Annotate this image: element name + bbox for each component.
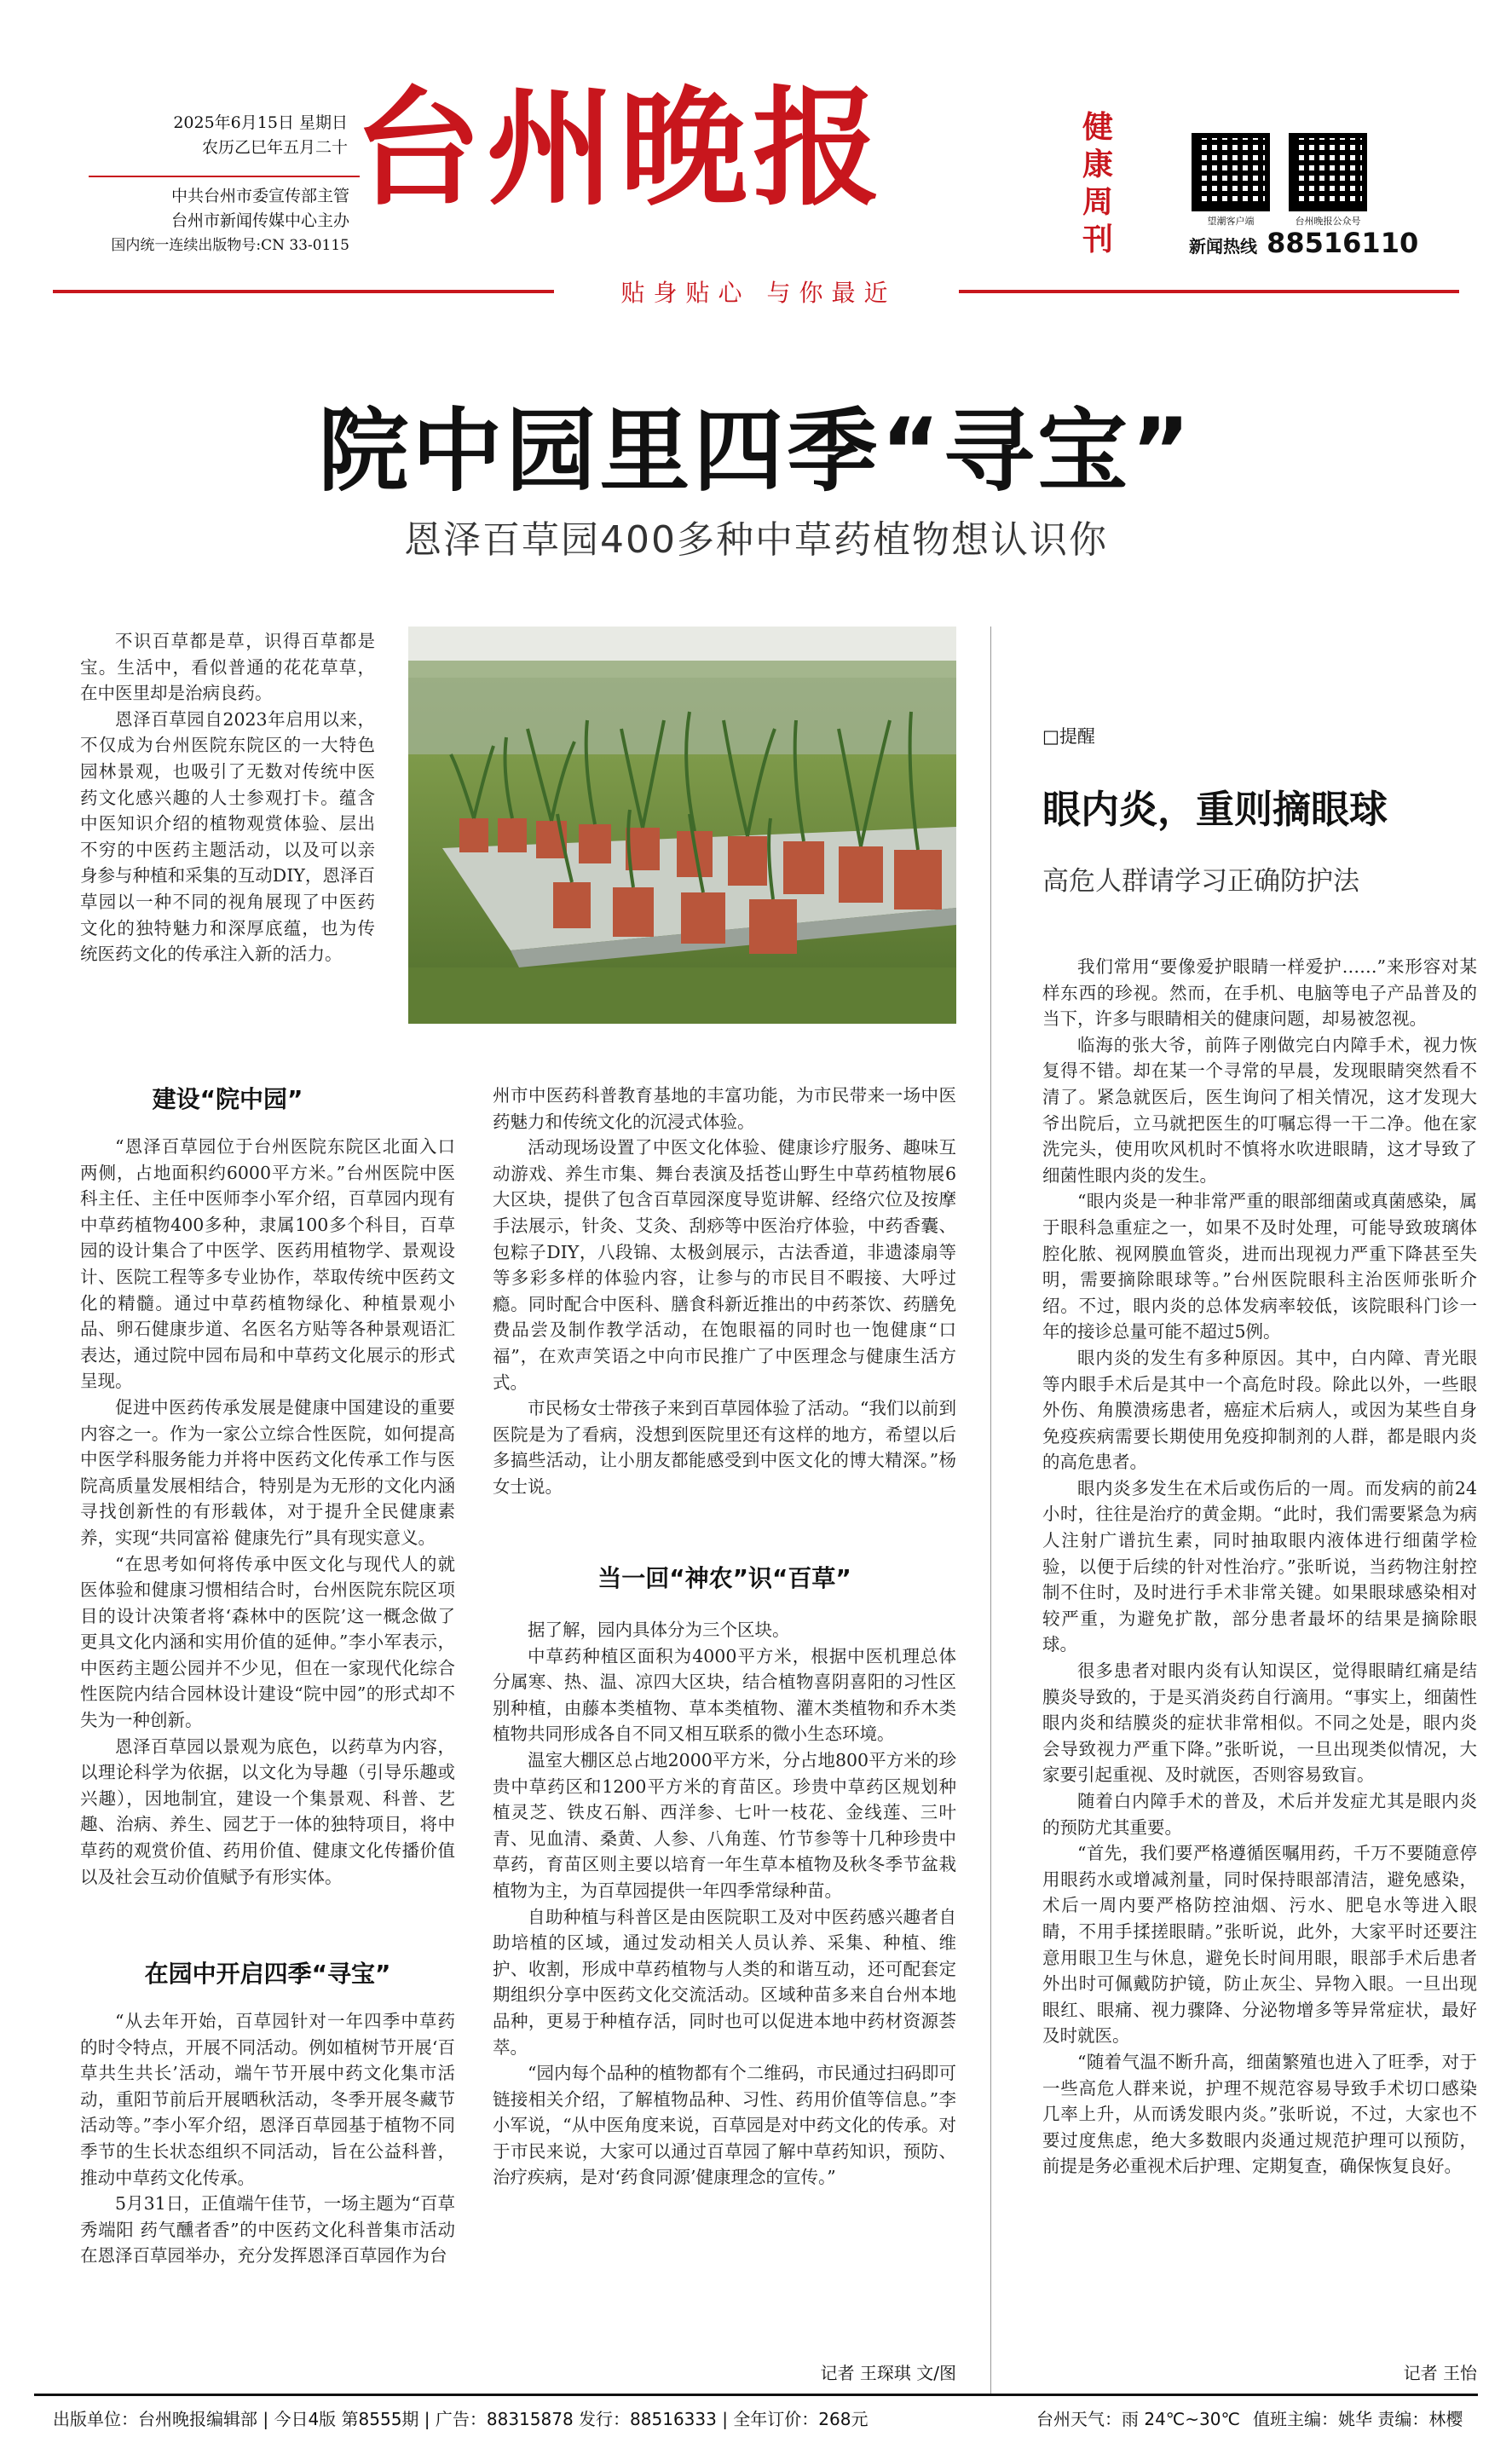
hotline-number: 88516110 (1267, 227, 1419, 259)
section-3-text (493, 1617, 956, 2191)
middle-paragraph: 活动现场设置了中医文化体验、健康诊疗服务、趣味互动游戏、养生市集、舞台表演及括苍山野生中草药植物展6大区块，提供了包含百草园深度导览讲解、经络穴位及按摩手法展示，针灸、艾灸、刮痧等中医治疗体验，中药香囊、包粽子DIY，八段锦、太极剑展示，古法香道，非遗漆扇等等多彩多样的体验内容，让参与的市民目不暇接、大呼过瘾。同时配合中医科、膳食科新近推出的中药茶饮、药膳免费品尝及制作教学活动，在饱眼福的同时也一饱健康“口福”，在欢声笑语之中向市民推广了中医理念与健康生活方式。 (493, 1137, 956, 1393)
section-3-paragraph: 中草药种植区面积为4000平方米，根据中医机理总体分属寒、热、温、凉四大区块，结合植物喜阴喜阳的习性区别种植，由藤本类植物、草本类植物、灌木类植物和乔木类植物共同形成各自不同又相互联系的微小生态环境。 (493, 1645, 956, 1745)
intro-text (80, 628, 375, 967)
section-title-1: 建设“院中园” (152, 1085, 303, 1113)
qr-code-app-icon (1192, 133, 1270, 211)
section-1-text (80, 1134, 455, 1890)
section-3-paragraph: 据了解，园内具体分为三个区块。 (528, 1620, 790, 1640)
intro-paragraph: 恩泽百草园自2023年启用以来，不仅成为台州医院东院区的一大特色园林景观，也吸引了无数对传统中医药文化感兴趣的人士参观打卡。蕴含中医知识介绍的植物观赏体验、层出不穷的中医药主题活动，以及可以亲身参与种植和采集的互动DIY，恩泽百草园以一种不同的视角展现了中医药文化的独特魅力和深厚底蕴，也为传统医药文化的传承注入新的活力。 (80, 708, 375, 965)
qr2-caption: 台州晚报公众号 (1295, 216, 1361, 227)
side-paragraph: 我们常用“要像爱护眼睛一样爱护……”来形容对某样东西的珍视。然而，在手机、电脑等电子产品普及的当下，许多与眼睛相关的健康问题，却易被忽视。 (1042, 956, 1477, 1030)
sponsor-1: 中共台州市委宣传部主管 (170, 187, 349, 205)
masthead-sponsors (94, 184, 349, 258)
section-2-paragraph: 5月31日，正值端午佳节，一场主题为“百草秀端阳 药气醺者香”的中医药文化科普集市活动在恩泽百草园举办，充分发挥恩泽百草园作为台 (80, 2193, 455, 2267)
slogan: 贴身贴心 与你最近 (620, 279, 897, 307)
section-1-paragraph: “恩泽百草园位于台州医院东院区北面入口两侧，占地面积约6000平方米。”台州医院中医科主任、主任中医师李小军介绍，百草园内现有中草药植物400多种，隶属100多个科目，百草园的设计集合了中医学、医药用植物学、景观设计、医院工程等多专业协作，萃取传统中医药文化的精髓。通过中草药植物绿化、种植景观小品、卵石健康步道、名医名方贴等各种景观语汇表达，通过院中园布局和中草药文化展示的形式呈现。 (80, 1136, 455, 1392)
herb-garden-photo (408, 627, 956, 1024)
masthead-date-block (143, 111, 348, 160)
headline: 院中园里四季“寻宝” (318, 399, 1194, 504)
section-1-paragraph: “在思考如何将传承中医文化与现代人的就医体验和健康习惯相结合时，台州医院东院区项目的设计决策者将‘森林中的医院’这一概念做了更具文化内涵和实用价值的延伸。”李小军表示，中医药主题公园并不少见，但在一家现代化综合性医院内结合园林设计建设“院中园”的形式却不失为一种创新。 (80, 1553, 455, 1731)
section-1-paragraph: 促进中医药传承发展是健康中国建设的重要内容之一。作为一家公立综合性医院，如何提高中医学科服务能力并将中医药文化传承工作与医院高质量发展相结合，特别是为无形的文化内涵寻找创新性的有形载体，对于提升全民健康素养，实现“共同富裕 健康先行”具有现实意义。 (80, 1396, 455, 1548)
newspaper-logo: 台州晚报 (354, 75, 886, 223)
footer-publisher: 出版单位：台州晚报编辑部 | 今日4版 第8555期 | 广告：88315878 发行：88516333 | 全年订价：268元 (53, 2409, 869, 2429)
subheadline: 恩泽百草园400多种中草药植物想认识你 (404, 518, 1108, 562)
footer-editors: 值班主编：姚华 责编：林樱 (1253, 2409, 1463, 2429)
section-1-paragraph: 恩泽百草园以景观为底色，以药草为内容，以理论科学为依据，以文化为导趣（引导乐趣或兴趣），因地制宜，建设一个集景观、科普、艺趣、治病、养生、园艺于一体的独特项目，将中草药的观赏价值、药用价值、健康文化传播价值以及社会互动价值赋予有形实体。 (80, 1735, 455, 1887)
side-paragraph: 临海的张大爷，前阵子刚做完白内障手术，视力恢复得不错。却在某一个寻常的早晨，发现眼睛突然看不清了。紧急就医后，医生询问了相关情况，这才发现大爷出院后，立马就把医生的叮嘱忘得一干二净。他在家洗完头，使用吹风机时不慎将水吹进眼睛，这才导致了细菌性眼内炎的发生。 (1042, 1034, 1477, 1186)
middle-paragraph: 市民杨女士带孩子来到百草园体验了活动。“我们以前到医院是为了看病，没想到医院里还有这样的地方，希望以后多搞些活动，让小朋友都能感受到中医文化的博大精深。”杨女士说。 (493, 1398, 956, 1497)
footer-weather: 台州天气：雨 24℃~30℃ (1036, 2409, 1240, 2429)
section-3-paragraph: 温室大棚区总占地2000平方米，分占地800平方米的珍贵中草药区和1200平方米的育苗区。珍贵中草药区规划种植灵芝、铁皮石斛、西洋参、七叶一枝花、金线莲、三叶青、见血清、桑黄、人参、八角莲、竹节参等十几种珍贵中草药，育苗区则主要以培育一年生草本植物及秋冬季节盆栽植物为主，为百草园提供一年四季常绿种苗。 (493, 1749, 956, 1901)
edition-label: 健康周刊 (1082, 110, 1114, 257)
side-paragraph: 很多患者对眼内炎有认知误区，觉得眼睛红痛是结膜炎导致的，于是买消炎药自行滴用。“事实上，细菌性眼内炎和结膜炎的症状非常相似。不同之处是，眼内炎会导致视力严重下降。”张昕说，一旦出现类似情况，大家要引起重视、及时就医，否则容易致盲。 (1042, 1660, 1477, 1786)
side-paragraph: “首先，我们要严格遵循医嘱用药，千万不要随意停用眼药水或增减剂量，同时保持眼部清洁，避免感染，术后一周内要严格防控油烟、污水、肥皂水等进入眼睛，不用手揉搓眼睛。”张昕说，此外，大家平时还要注意用眼卫生与休息，避免长时间用眼，眼部手术后患者外出时可佩戴防护镜，防止灰尘、异物入眼。一旦出现眼红、眼痛、视力骤降、分泌物增多等异常症状，最好及时就医。 (1042, 1843, 1477, 2047)
column-divider (990, 627, 991, 2395)
greenhouse-plants-image (408, 627, 956, 1024)
byline-main: 记者 王琛琪 文/图 (820, 2363, 956, 2383)
qr-code-wechat-icon (1289, 133, 1367, 211)
section-title-3: 当一回“神农”识“百草” (597, 1564, 851, 1592)
lunar-date: 农历乙巳年五月二十 (201, 138, 348, 157)
section-3-paragraph: 自助种植与科普区是由医院职工及对中医药感兴趣者自助培植的区域，通过发动相关人员认养、采集、种植、维护、收割，形成中草药植物与人类的和谐互动，还可配套定期组织分享中医药文化交流活动。区域种苗多来自台州本地品种，更易于种植存活，同时也可以促进本地中药材资源荟萃。 (493, 1906, 956, 2058)
qr1-caption: 望潮客户端 (1207, 216, 1255, 227)
masthead-rule (89, 176, 360, 177)
side-paragraph: 随着白内障手术的普及，术后并发症尤其是眼内炎的预防尤其重要。 (1042, 1791, 1477, 1838)
section-2-paragraph: “从去年开始，百草园针对一年四季中草药的时令特点，开展不同活动。例如植树节开展‘百草共生共长’活动，端午节开展中药文化集市活动，重阳节前后开展晒秋活动，冬季开展冬藏节活动等。”李小军介绍，恩泽百草园基于植物不同季节的生长状态组织不同活动，旨在公益科普，推动中草药文化传承。 (80, 2011, 455, 2188)
side-paragraph: “眼内炎是一种非常严重的眼部细菌或真菌感染，属于眼科急重症之一，如果不及时处理，可能导致玻璃体腔化脓、视网膜血管炎，进而出现视力严重下降甚至失明，需要摘除眼球等。”台州医院眼科主治医师张昕介绍。不过，眼内炎的总体发病率较低，该院眼科门诊一年的接诊总量可能不超过5例。 (1042, 1191, 1477, 1343)
middle-column-text (493, 1083, 956, 1500)
hotline (1189, 227, 1418, 259)
side-subtitle: 高危人群请学习正确防护法 (1042, 866, 1359, 897)
byline-side: 记者 王怡 (1403, 2363, 1477, 2383)
section-2-text (80, 2008, 455, 2269)
side-paragraph: 眼内炎的发生有多种原因。其中，白内障、青光眼等内眼手术后是其中一个高危时段。除此以外，一些眼外伤、角膜溃疡患者，癌症术后病人，或因为某些自身免疫疾病需要长期使用免疫抑制剂的人群，都是眼内炎的高危患者。 (1042, 1347, 1477, 1473)
intro-paragraph: 不识百草都是草，识得百草都是宝。生活中，看似普通的花花草草，在中医里却是治病良药。 (80, 631, 375, 704)
side-article-text (1042, 954, 1477, 2180)
side-label: □提醒 (1042, 726, 1095, 747)
side-paragraph: 眼内炎多发生在术后或伤后的一周。而发病的前24小时，往往是治疗的黄金期。“此时，我们需要紧急为病人注射广谱抗生素，同时抽取眼内液体进行细菌学检验，以便于后续的针对性治疗。”张昕说，当药物注射控制不住时，及时进行手术非常关键。如果眼球感染相对较严重，为避免扩散，部分患者最坏的结果是摘除眼球。 (1042, 1477, 1477, 1655)
section-3-paragraph: “园内每个品种的植物都有个二维码，市民通过扫码即可链接相关介绍，了解植物品种、习性、药用价值等信息。”李小军说，“从中医角度来说，百草园是对中药文化的传承。对于市民来说，大家可以通过百草园了解中草药知识，预防、治疗疾病，是对‘药食同源’健康理念的宣传。” (493, 2063, 956, 2188)
side-title: 眼内炎，重则摘眼球 (1042, 787, 1388, 832)
sponsor-2: 台州市新闻传媒中心主办 (170, 211, 349, 230)
section-title-2: 在园中开启四季“寻宝” (144, 1960, 391, 1988)
middle-paragraph: 州市中医药科普教育基地的丰富功能，为市民带来一场中医药魅力和传统文化的沉浸式体验。 (493, 1085, 956, 1132)
issue-date: 2025年6月15日 星期日 (173, 113, 348, 132)
side-paragraph: “随着气温不断升高，细菌繁殖也进入了旺季，对于一些高危人群来说，护理不规范容易导致手术切口感染几率上升，从而诱发眼内炎。”张昕说，不过，大家也不要过度焦虑，绝大多数眼内炎通过规范护理可以预防，前提是务必重视术后护理、定期复查，确保恢复良好。 (1042, 2051, 1477, 2177)
cn-number: 国内统一连续出版物号:CN 33-0115 (111, 237, 349, 254)
footer-rule (34, 2394, 1478, 2396)
hotline-label: 新闻热线 (1189, 236, 1257, 257)
